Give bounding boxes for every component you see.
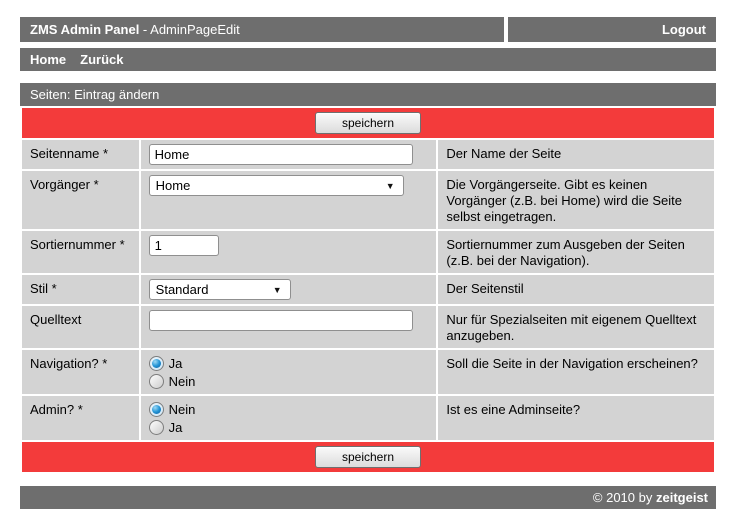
field-widget-cell	[141, 396, 437, 440]
field-label: Sortiernummer *	[22, 231, 139, 273]
form-row-admin	[22, 396, 714, 440]
field-label: Admin? *	[22, 396, 139, 440]
radio-option-label: Ja	[168, 356, 183, 371]
navigation-option-nein[interactable]	[149, 374, 429, 389]
vorgaenger-select[interactable]	[149, 175, 404, 196]
field-label: Seitenname *	[22, 140, 139, 169]
brand-name: zeitgeist	[655, 490, 708, 505]
form-row-seitenname	[22, 140, 714, 169]
form-row-navigation	[22, 350, 714, 394]
save-button-top[interactable]: speichern	[315, 112, 421, 134]
page-title-suffix: - AdminPageEdit	[139, 22, 240, 37]
field-widget-cell	[141, 350, 437, 394]
field-widget-cell	[141, 171, 437, 229]
radio-selected-icon[interactable]	[149, 402, 164, 417]
save-row-bottom	[22, 442, 714, 472]
sortiernummer-input[interactable]	[149, 235, 219, 256]
field-description: Sortiernummer zum Ausgeben der Seiten (z.B. bei der Navigation).	[438, 231, 714, 273]
page-container	[20, 17, 716, 509]
save-bar-top	[22, 108, 714, 138]
select-value: Standard	[155, 282, 209, 297]
field-description: Ist es eine Adminseite?	[438, 396, 714, 440]
field-label: Quelltext	[22, 306, 139, 348]
field-label: Stil *	[22, 275, 139, 304]
navigation-option-ja[interactable]	[149, 356, 429, 371]
field-widget-cell	[141, 306, 437, 348]
copyright-text: © 2010 by	[592, 490, 656, 505]
select-value: Home	[155, 178, 191, 193]
seitenname-input[interactable]	[149, 144, 413, 165]
save-bar-bottom	[22, 442, 714, 472]
field-widget-cell	[141, 275, 437, 304]
nav-item-home[interactable]: Home	[30, 52, 67, 67]
quelltext-input[interactable]	[149, 310, 413, 331]
nav-bar	[20, 48, 716, 71]
radio-selected-icon[interactable]	[149, 356, 164, 371]
field-label: Navigation? *	[22, 350, 139, 394]
logout-bar	[508, 17, 716, 42]
navigation-radio-group	[149, 354, 429, 389]
save-button-bottom[interactable]: speichern	[315, 446, 421, 468]
footer-bar	[20, 486, 716, 509]
dropdown-arrow-icon: ▼	[385, 180, 395, 191]
nav-item-zurueck[interactable]: Zurück	[80, 52, 124, 67]
section-title-bar	[20, 83, 716, 106]
field-widget-cell	[141, 231, 437, 273]
field-description: Der Name der Seite	[438, 140, 714, 169]
field-description: Nur für Spezialseiten mit eigenem Quelltext anzugeben.	[438, 306, 714, 348]
radio-unselected-icon[interactable]	[149, 420, 164, 435]
field-widget-cell	[141, 140, 437, 169]
admin-option-nein[interactable]	[149, 402, 429, 417]
dropdown-arrow-icon: ▼	[272, 284, 282, 295]
field-description: Die Vorgängerseite. Gibt es keinen Vorgänger (z.B. bei Home) wird die Seite selbst eingetragen.	[438, 171, 714, 229]
save-row-top	[22, 108, 714, 138]
radio-option-label: Ja	[168, 420, 183, 435]
field-description: Soll die Seite in der Navigation erscheinen?	[438, 350, 714, 394]
admin-radio-group	[149, 400, 429, 435]
form-row-quelltext	[22, 306, 714, 348]
form-row-vorgaenger	[22, 171, 714, 229]
radio-unselected-icon[interactable]	[149, 374, 164, 389]
field-label: Vorgänger *	[22, 171, 139, 229]
field-description: Der Seitenstil	[438, 275, 714, 304]
logout-link[interactable]: Logout	[661, 22, 706, 37]
form-row-sortiernummer	[22, 231, 714, 273]
app-title: ZMS Admin Panel	[30, 22, 140, 37]
admin-option-ja[interactable]	[149, 420, 429, 435]
top-header	[20, 17, 716, 42]
title-bar	[20, 17, 504, 42]
form-row-stil	[22, 275, 714, 304]
stil-select[interactable]	[149, 279, 291, 300]
edit-form-table	[20, 106, 716, 474]
section-title: Seiten: Eintrag ändern	[30, 87, 160, 102]
radio-option-label: Nein	[168, 402, 196, 417]
radio-option-label: Nein	[168, 374, 196, 389]
